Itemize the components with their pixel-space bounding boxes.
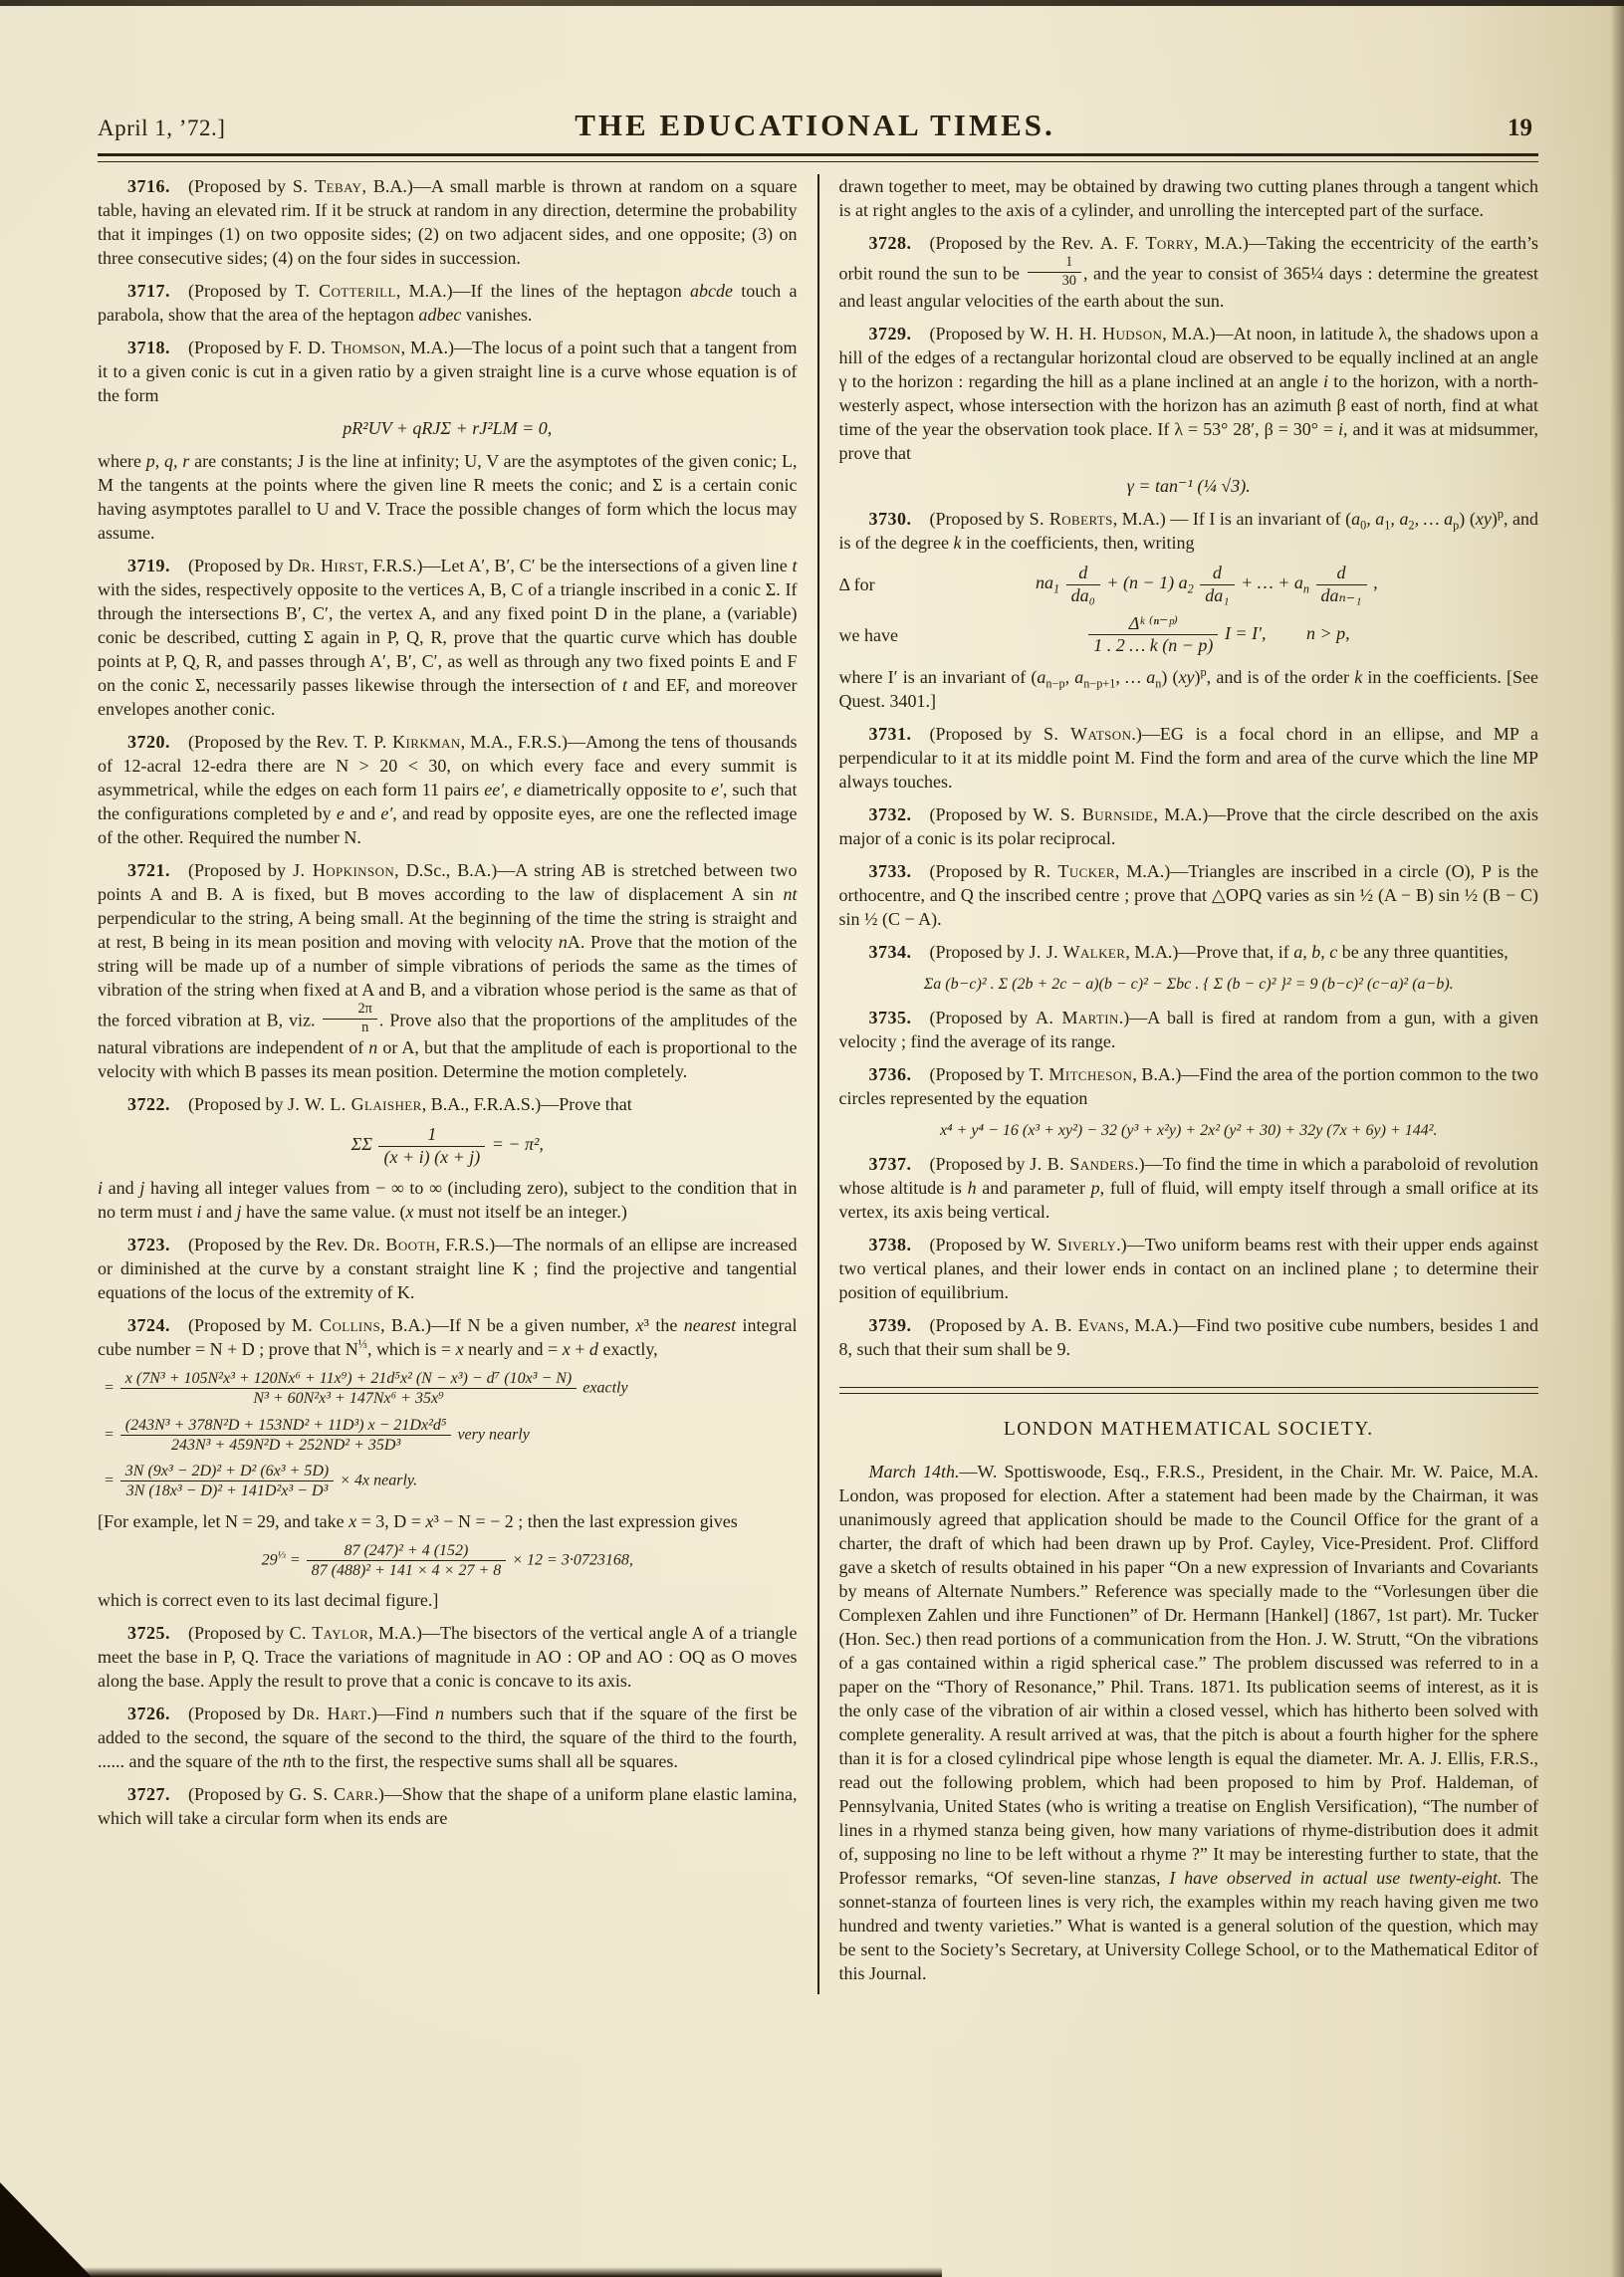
fraction: x (7N³ + 105N²x³ + 120Nx⁶ + 11x⁹) + 21d⁵x² (N − x³) − d⁷ (10x³ − N) N³ + 60N²x³ + 147Nx⁶ + 35x⁹ <box>118 1370 579 1408</box>
problem-3719: 3719. (Proposed by Dr. Hirst, F.R.S.)—Let A′, B′, C′ be the intersections of a given line t with the sides, respectively opposite to the vertices A, B, C of a triangle inscribed in a conic Σ. If through the intersections B′, C′, the vertex A, and any fixed point D in the plane, a (variable) conic be described, cutting Σ again in P, Q, R, prove that the quartic curve which has double points at P, Q, R, and passes through A′, B′, C′, as well as through any two fixed points E and F on the conic Σ, necessarily passes likewise through the intersection of t and EF, and moreover envelopes another conic. <box>98 556 798 719</box>
sup-script: ⅓ <box>277 1548 286 1561</box>
proposer-name: J. W. L. Glaisher <box>288 1094 422 1115</box>
italic-text: xy <box>1178 666 1195 687</box>
problem-3736: 3736. (Proposed by T. Mitcheson, B.A.)—Find the area of the portion common to the two circles represented by the equation <box>838 1063 1538 1108</box>
italic-text: p <box>343 418 352 438</box>
proposer-name: J. Hopkinson <box>293 860 395 880</box>
italic-text: p, q, r <box>145 451 190 471</box>
proposer-name: S. Watson <box>1043 723 1132 744</box>
formula-label: we have <box>838 624 898 645</box>
display-formula <box>98 1542 798 1580</box>
paragraph: March 14th.—W. Spottiswoode, Esq., F.R.S., President, in the Chair. Mr. W. Paice, M.A. London, was proposed for election. After a statement had been made by the Chairman, it was unanimously agreed that application should be made to the Council Office for the grant of a charter, the draft of which had been drawn up by Prof. Cayley, Vice-President. Prof. Clifford gave a sketch of results obtained in his paper “On a new expression of Invariants and Covariants by means of Alternate Numbers.” Reference was specially made to the “Vorlesungen über die Complexen Zahlen und ihre Functionen” of Dr. Hermann [Hankel] (1867, 1st part). Mr. Tucker (Hon. Sec.) then read portions of a communication from the Hon. J. W. Strutt, “On the vibrations of a gas contained within a rigid spherical case.” The problem discussed was referred to in a paper on the “Thory of Resonance,” Phil. Trans. 1871. Its publication seems of interest, as it is the only case of the vibration of air within a closed vessel, which has hitherto been solved with complete generality. A result arrived at was, that the pitch is about a fourth higher for the sphere than it is for a closed cylindrical pipe whose length is equal the diameter. Mr. A. J. Ellis, F.R.S., read out the following problem, which had been proposed to him by Prof. Haldeman, of Pennsylvania, United States (who is writing a treatise on English Versification), “The number of lines in a rhymed stanza being given, how many variations of rhyme-distribution does it admit of, supposing no line to be left without a rhyme ?” It may be interesting further to state, that the Professor remarks, “Of seven-line stanzas, I have observed in actual use twenty-eight. The sonnet-stanza of fourteen lines is very rich, the examples within my reach having given me two hundred and twenty varieties.” What is wanted is a general solution of the question, which may be sent to the Society’s Secretary, at University College School, or to the Mathematical Editor of this Journal. <box>838 1461 1538 1983</box>
problem-3726: 3726. (Proposed by Dr. Hart.)—Find n numbers such that if the square of the first be added to the second, the square of the second to the third, the square of the third to the fourth, ...... and the square of the nth to the first, the respective sums shall all be squares. <box>98 1704 798 1772</box>
paragraph: drawn together to meet, may be obtained by drawing two cutting planes through a tangent which is at right angles to the axis of a cylinder, and unrolling the intercepted part of the surface. <box>838 176 1538 220</box>
problem-3735: 3735. (Proposed by A. Martin.)—A ball is fired at random from a gun, with a given velocity ; find the average of its range. <box>838 1007 1538 1051</box>
problem-number: 3716. <box>127 176 170 196</box>
italic-text: , a <box>1390 509 1409 530</box>
formula-body: Σa (b−c)² . Σ (2b + 2c − a)(b − c)² − Σbc . { Σ (b − c)² }² = 9 (b−c)² (c−a)² (a−b). <box>923 975 1454 993</box>
display-formula <box>98 1417 798 1455</box>
problem-3720: 3720. (Proposed by the Rev. T. P. Kirkman, M.A., F.R.S.)—Among the tens of thousands of 12-acral 12-edra there are N > 20 < 30, on which every face and every summit is asymmetrical, while the edges on each form 11 pairs ee′, e diametrically opposite to e′, such that the configurations completed by e and e′, and read by opposite eyes, are one the reflected image of the other. Required the number N. <box>98 732 798 847</box>
italic-text: a <box>1037 666 1046 687</box>
proposer-name: Dr. Hirst <box>288 556 364 575</box>
two-column-body <box>98 166 1538 1994</box>
proposer-name: J. B. Sanders <box>1030 1153 1135 1174</box>
problem-number: 3731. <box>868 723 912 744</box>
sub-script: p <box>1453 518 1460 533</box>
fraction: $\frac{2\pi}{n}$ <box>321 1002 378 1035</box>
italic-text: d <box>588 1338 598 1359</box>
problem-number: 3739. <box>868 1314 912 1335</box>
display-formula <box>98 1370 798 1408</box>
problem-number: 3726. <box>127 1704 170 1724</box>
proposer-name: T. Mitcheson <box>1029 1063 1133 1084</box>
problem-3716: 3716. (Proposed by S. Tebay, B.A.)—A small marble is thrown at random on a square table, having an elevated rim. If it be struck at random in any direction, determine the probability that it impinges (1) on two opposite sides; (2) on two adjacent sides, and one opposite; (3) on three consecutive sides; (4) on the four sides in succession. <box>98 176 798 268</box>
italic-text: t <box>621 675 627 695</box>
formula-body: $\frac{\text{Δᵏ ⁽ⁿ⁻ᵖ⁾}}{1 . 2 \dots k (n - p)}$ I = I′, n > p, <box>898 614 1538 656</box>
problem-number: 3733. <box>868 860 912 881</box>
formula-body: = $\frac{\text{(243N³ + 378N²D + 153ND² + 11D³) x − 21Dx²d⁵}}{\text{243N³ + 459N²D + 252ND² + 35D³}}$ very nearly <box>104 1416 530 1454</box>
italic-text: n <box>368 1037 378 1058</box>
proposer-name: T. Cotterill <box>295 281 396 301</box>
problem-3739: 3739. (Proposed by A. B. Evans, M.A.)—Find two positive cube numbers, besides 1 and 8, such that their sum shall be 9. <box>838 1314 1539 1359</box>
italic-text: x <box>425 1510 434 1531</box>
problem-3729: 3729. (Proposed by W. H. H. Hudson, M.A.)—At noon, in latitude λ, the shadows upon a hill of the edges of a rectangular horizontal cloud are observed to be equally inclined at an angle γ to the horizon : regarding the hill as a plane inclined at an angle i to the horizon, with a north-westerly aspect, whose intersection with the horizon has an azimuth β east of north, find at what time of the year the observation took place. If λ = 53° 28′, β = 30° = i, and it was at midsummer, prove that <box>838 324 1538 464</box>
italic-text: i <box>196 1201 202 1222</box>
proposer-name: A. Martin <box>1036 1007 1119 1027</box>
italic-text: a <box>1178 572 1188 593</box>
italic-text: q <box>412 418 422 438</box>
problem-3727: 3727. (Proposed by G. S. Carr.)—Show that the shape of a uniform plane elastic lamina, which will take a circular form when its ends are <box>98 1784 798 1829</box>
sup-script: p <box>1200 664 1207 679</box>
proposer-name: T. P. Kirkman <box>352 732 461 752</box>
fraction: $\frac{\text{3N (9x³ − 2D)² + D² (6x³ + 5D)}}{\text{3N (18x³ − D)² + 141D²x³ − D³}}$ <box>118 1463 336 1500</box>
italic-text: x <box>635 1314 644 1335</box>
italic-text: a, b, c <box>1293 941 1338 962</box>
italic-text: k <box>953 533 962 554</box>
page-title: THE EDUCATIONAL TIMES. <box>575 108 1055 142</box>
fraction: $\frac{1}{(x + i) (x + j)}$ <box>376 1125 487 1167</box>
italic-text: e <box>513 780 522 799</box>
section-heading: LONDON MATHEMATICAL SOCIETY. <box>1003 1418 1374 1440</box>
problem-number: 3728. <box>868 233 912 253</box>
problem-number: 3732. <box>868 803 912 824</box>
paragraph: which is correct even to its last decimal figure.] <box>98 1590 439 1611</box>
proposer-name: S. Tebay <box>292 176 362 196</box>
masthead <box>98 108 1538 143</box>
italic-text: n <box>1306 623 1316 644</box>
page-number: 19 <box>1508 114 1532 141</box>
problem-3728: 3728. (Proposed by the Rev. A. F. Torry, M.A.)—Taking the eccentricity of the earth’s orbit round the sun to be $\frac{1}{30}$ , and the year to consist of 365¼ days : determine the greatest and least angular velocities of the earth about the sun. <box>838 233 1539 312</box>
proposer-name: W. Siverly <box>1031 1234 1117 1254</box>
italic-text: , … a <box>1115 666 1156 687</box>
sub-script: n−p <box>1045 676 1065 691</box>
problem-number: 3725. <box>127 1623 170 1644</box>
sub-script: 2 <box>1408 518 1415 533</box>
problem-number: 3717. <box>127 281 170 301</box>
italic-text: h <box>967 1177 977 1198</box>
fraction: $\frac{\text{87 (247)² + 4 (152)}}{\text{87 (488)² + 141 × 4 × 27 + 8}}$ <box>305 1542 509 1580</box>
problem-3737: 3737. (Proposed by J. B. Sanders.)—To find the time in which a paraboloid of revolution whose altitude is h and parameter p, full of fluid, will empty itself through a small orifice at its vertex, its axis being vertical. <box>838 1153 1538 1222</box>
problem-3734: 3734. (Proposed by J. J. Walker, M.A.)—Prove that, if a, b, c be any three quantities, <box>868 941 1508 962</box>
fraction: $\frac{\text{Δᵏ ⁽ⁿ⁻ᵖ⁾}}{1 . 2 \dots k (n - p)}$ <box>1086 614 1220 656</box>
italic-text: t <box>792 556 798 575</box>
italic-text: p <box>1336 623 1346 644</box>
italic-text: e′ <box>710 780 723 799</box>
fraction: $\frac{\text{(243N³ + 378N²D + 153ND² + 11D³) x − 21Dx²d⁵}}{\text{243N³ + 459N²D + 252ND² + 35D³}}$ <box>118 1417 454 1455</box>
italic-text: e <box>336 803 345 823</box>
italic-text: i <box>98 1177 104 1198</box>
italic-text: , … a <box>1414 509 1454 530</box>
problem-number: 3738. <box>868 1234 912 1254</box>
problem-number: 3736. <box>868 1063 912 1084</box>
italic-text: x <box>348 1510 357 1531</box>
display-formula <box>839 973 1539 997</box>
italic-text: n <box>1129 572 1139 593</box>
italic-text: , a <box>1366 509 1385 530</box>
problem-number: 3735. <box>868 1007 912 1027</box>
sub-script: 0 <box>1360 518 1367 533</box>
proposer-name: G. S. Carr <box>289 1784 374 1805</box>
proposer-name: Dr. Booth <box>352 1234 436 1254</box>
section-rule <box>839 1387 1539 1394</box>
italic-text: e′ <box>380 803 393 823</box>
proposer-name: R. Tucker <box>1034 860 1115 881</box>
problem-3725: 3725. (Proposed by C. Taylor, M.A.)—The bisectors of the vertical angle A of a triangle meet the base in P, Q. Trace the variations of magnitude in AO : OP and AO : OQ as O moves along the base. Apply the result to prove that a conic is concave to its axis. <box>98 1623 798 1692</box>
problem-3724: 3724. (Proposed by M. Collins, B.A.)—If N be a given number, x³ the nearest integral cube number = N + D ; prove that $N^{\frac{1}{3}}$, which is = x nearly and = x + d exactly, <box>98 1314 798 1359</box>
left-column <box>98 174 819 1994</box>
italic-text: x <box>405 1201 414 1222</box>
scan-corner-bottom-left <box>0 2182 92 2277</box>
problem-number: 3724. <box>127 1314 170 1335</box>
problem-3718: 3718. (Proposed by F. D. Thomson, M.A.)—The locus of a point such that a tangent from it to a given conic is cut in a given ratio by a given straight line is a curve whose equation is of the form <box>98 338 798 405</box>
italic-text: ee′ <box>484 780 505 799</box>
problem-number: 3719. <box>127 556 170 575</box>
problem-3733: 3733. (Proposed by R. Tucker, M.A.)—Triangles are inscribed in a circle (O), P is the orthocentre, and Q the inscribed centre ; prove that △OPQ varies as sin ½ (A − B) sin ½ (B − C) sin ½ (C − A). <box>838 860 1538 929</box>
problem-3731: 3731. (Proposed by S. Watson.)—EG is a focal chord in an ellipse, and MP a perpendicular to it at its middle point M. Find the form and area of the curve which the line MP always touches. <box>838 723 1538 792</box>
paragraph: where p, q, r are constants; J is the line at infinity; U, V are the asymptotes of the given conic; L, M the tangents at the points where the given line R meets the conic; and Σ is a certain conic having asymptotes parallel to U and V. Trace the possible changes of form which the locus may assume. <box>98 451 798 543</box>
formula-body: x⁴ + y⁴ − 16 (x³ + xy²) − 32 (y³ + x²y) + 2x² (y² + 30) + 32y (7x + 6y) + 144². <box>939 1121 1438 1139</box>
italic-text: a <box>1293 572 1303 593</box>
sub-script: 2 <box>1187 581 1194 596</box>
italic-text: j <box>236 1201 242 1222</box>
problem-number: 3727. <box>127 1784 170 1805</box>
italic-text: xy <box>1475 509 1492 530</box>
scan-edge-top <box>0 0 1624 6</box>
italic-text: r <box>472 418 480 438</box>
sub-script: 1 <box>1053 581 1060 596</box>
proposer-name: Dr. Hart <box>292 1704 367 1724</box>
display-formula <box>839 614 1539 656</box>
proposer-name: S. Roberts <box>1029 509 1113 530</box>
proposer-name: C. Taylor <box>289 1623 369 1644</box>
problem-number: 3734. <box>868 941 912 962</box>
sub-script: n <box>1155 676 1162 691</box>
formula-label: Δ for <box>838 574 875 595</box>
scan-edge-bottom <box>0 2267 942 2277</box>
italic-text: nearest <box>683 1314 737 1335</box>
display-formula <box>839 564 1539 605</box>
sub-script: n−p+1 <box>1083 676 1116 691</box>
proposer-name: J. J. Walker <box>1029 941 1126 962</box>
page-content <box>98 108 1538 1994</box>
problem-3723: 3723. (Proposed by the Rev. Dr. Booth, F.R.S.)—The normals of an ellipse are increased or diminished at the curve by a constant straight line K ; find the projective and tangential equations of the locus of the extremity of K. <box>98 1234 798 1302</box>
problem-3730: 3730. (Proposed by S. Roberts, M.A.) — If I is an invariant of ($a_0$, $a_1$, $a_2$, … $a_p$) (xy)$^p$, and is of the degree k in the coefficients, then, writing <box>838 507 1538 554</box>
italic-text: x <box>455 1338 464 1359</box>
italic-text: n <box>282 1751 292 1772</box>
display-formula <box>98 1463 798 1500</box>
right-column <box>819 174 1539 1994</box>
proposer-name: W. H. H. Hudson <box>1030 324 1163 344</box>
problem-number: 3720. <box>127 732 170 752</box>
problem-3722: 3722. (Proposed by J. W. L. Glaisher, B.A., F.R.A.S.)—Prove that <box>127 1094 632 1115</box>
italic-text: p <box>1090 1177 1100 1198</box>
problem-3732: 3732. (Proposed by W. S. Burnside, M.A.)—Prove that the circle described on the axis major of a conic is its polar reciprocal. <box>838 803 1538 848</box>
problem-3721: 3721. (Proposed by J. Hopkinson, D.Sc., B.A.)—A string AB is stretched between two points A and B. A is fixed, but B moves according to the law of displacement A sin nt perpendicular to the string, A being small. At the beginning of the time the string is straight and at rest, B being in its mean position and moving with velocity nA. Prove that the motion of the string will be made up of a number of simple vibrations of periods the same as the times of vibration of the string when fixed at A and B, and a vibration whose period is the same as that of the forced vibration at B, viz. $\frac{2\pi}{n}$ . Prove also that the proportions of the amplitudes of the natural vibrations are independent of n or A, but that the amplitude of each is proportional to the velocity with which B passes its mean position. Determine the motion completely. <box>98 860 798 1082</box>
proposer-name: A. F. Torry <box>1099 233 1194 253</box>
proposer-name: F. D. Thomson <box>288 338 401 357</box>
italic-text: nt <box>783 884 798 904</box>
paragraph: i and j having all integer values from − ∞ to ∞ (including zero), subject to the condition that in no term must i and j have the same value. (x must not itself be an integer.) <box>98 1177 798 1222</box>
fraction: $\frac{d}{\text{da₁}}$ <box>1198 564 1236 605</box>
paragraph: [For example, let N = 29, and take x = 3, D = x³ − N = − 2 ; then the last expression gives <box>98 1510 738 1531</box>
problem-3738: 3738. (Proposed by W. Siverly.)—Two uniform beams rest with their upper ends against two vertical planes, and their lower ends in contact on an inclined plane ; to determine their position of equilibrium. <box>838 1234 1538 1302</box>
proposer-name: A. B. Evans <box>1031 1314 1125 1335</box>
formula-body: $29^{\frac{1}{3}}$ = $\frac{\text{87 (247)² + 4 (152)}}{\text{87 (488)² + 141 × 4 × 27 + 8}}$ × 12 = 3·0723168, <box>261 1541 633 1579</box>
display-formula <box>98 1125 798 1167</box>
italic-text: x <box>562 1338 571 1359</box>
problem-number: 3722. <box>127 1094 170 1115</box>
italic-text: na <box>1036 572 1053 593</box>
italic-text: abcde <box>690 281 734 301</box>
fraction: $\frac{d}{\text{daₙ₋₁}}$ <box>1314 564 1369 605</box>
formula-body: ΣΣ $\frac{1}{(x + i) (x + j)}$ = − π², <box>350 1124 544 1167</box>
problem-number: 3721. <box>127 860 170 880</box>
fraction: $\frac{d}{\text{da₀}}$ <box>1064 564 1102 605</box>
sup-script: p <box>1497 507 1504 522</box>
italic-text: j <box>139 1177 145 1198</box>
italic-text: March 14th. <box>868 1461 960 1481</box>
problem-number: 3730. <box>868 509 912 530</box>
formula-body: γ = tan⁻¹ (¼ √3). <box>1126 476 1251 497</box>
proposer-name: M. Collins <box>291 1314 381 1335</box>
italic-text: I have observed in actual use twenty-eight. <box>1169 1867 1503 1888</box>
problem-number: 3718. <box>127 338 170 357</box>
sup-script: ⅓ <box>357 1336 367 1351</box>
problem-number: 3729. <box>868 324 912 344</box>
display-formula <box>839 474 1539 498</box>
sub-script: 1 <box>1384 518 1391 533</box>
display-formula <box>839 1119 1539 1143</box>
problem-3717: 3717. (Proposed by T. Cotterill, M.A.)—If the lines of the heptagon abcde touch a parabola, show that the area of the heptagon adbec vanishes. <box>98 281 798 325</box>
italic-text: adbec <box>418 305 462 325</box>
paragraph: where I′ is an invariant of ($a_{n-p}$, $a_{n-p+1}$, … $a_n$) (xy)$^p$, and is of the order k in the coefficients. [See Quest. 3401.] <box>838 664 1538 711</box>
italic-text: k <box>1354 666 1363 687</box>
formula-body: = $\frac{\text{3N (9x³ − 2D)² + D² (6x³ + 5D)}}{\text{3N (18x³ − D)² + 141D²x³ − D³}}$ × 4x nearly. <box>104 1463 418 1500</box>
italic-text: a <box>1351 509 1361 530</box>
issue-date: April 1, ’72.] <box>98 115 226 140</box>
proposer-name: W. S. Burnside <box>1033 803 1154 824</box>
problem-number: 3723. <box>127 1234 170 1254</box>
problem-number: 3737. <box>868 1153 912 1174</box>
formula-body: $na_1$ $\frac{d}{\text{da₀}}$ + (n − 1) $a_2$ $\frac{d}{\text{da₁}}$ + … + $a_n$ $\frac{d}{\text{daₙ₋₁}}$ , <box>1036 563 1378 605</box>
italic-text: , a <box>1064 666 1084 687</box>
formula-body: pR²UV + qRJΣ + rJ²LM = 0, <box>343 418 553 438</box>
italic-text: i <box>1323 371 1329 392</box>
header-rule <box>98 153 1538 162</box>
sub-script: n <box>1302 581 1309 596</box>
italic-text: n <box>558 932 568 952</box>
italic-text: i <box>1338 419 1344 440</box>
display-formula <box>98 416 798 440</box>
fraction: $\frac{1}{30}$ <box>1026 255 1083 289</box>
italic-text: n <box>434 1704 444 1724</box>
scan-edge-right <box>1610 0 1624 2277</box>
formula-body: = x (7N³ + 105N²x³ + 120Nx⁶ + 11x⁹) + 21d⁵x² (N − x³) − d⁷ (10x³ − N) N³ + 60N²x³ + 147Nx⁶ + 35x⁹ exactly <box>104 1369 628 1408</box>
